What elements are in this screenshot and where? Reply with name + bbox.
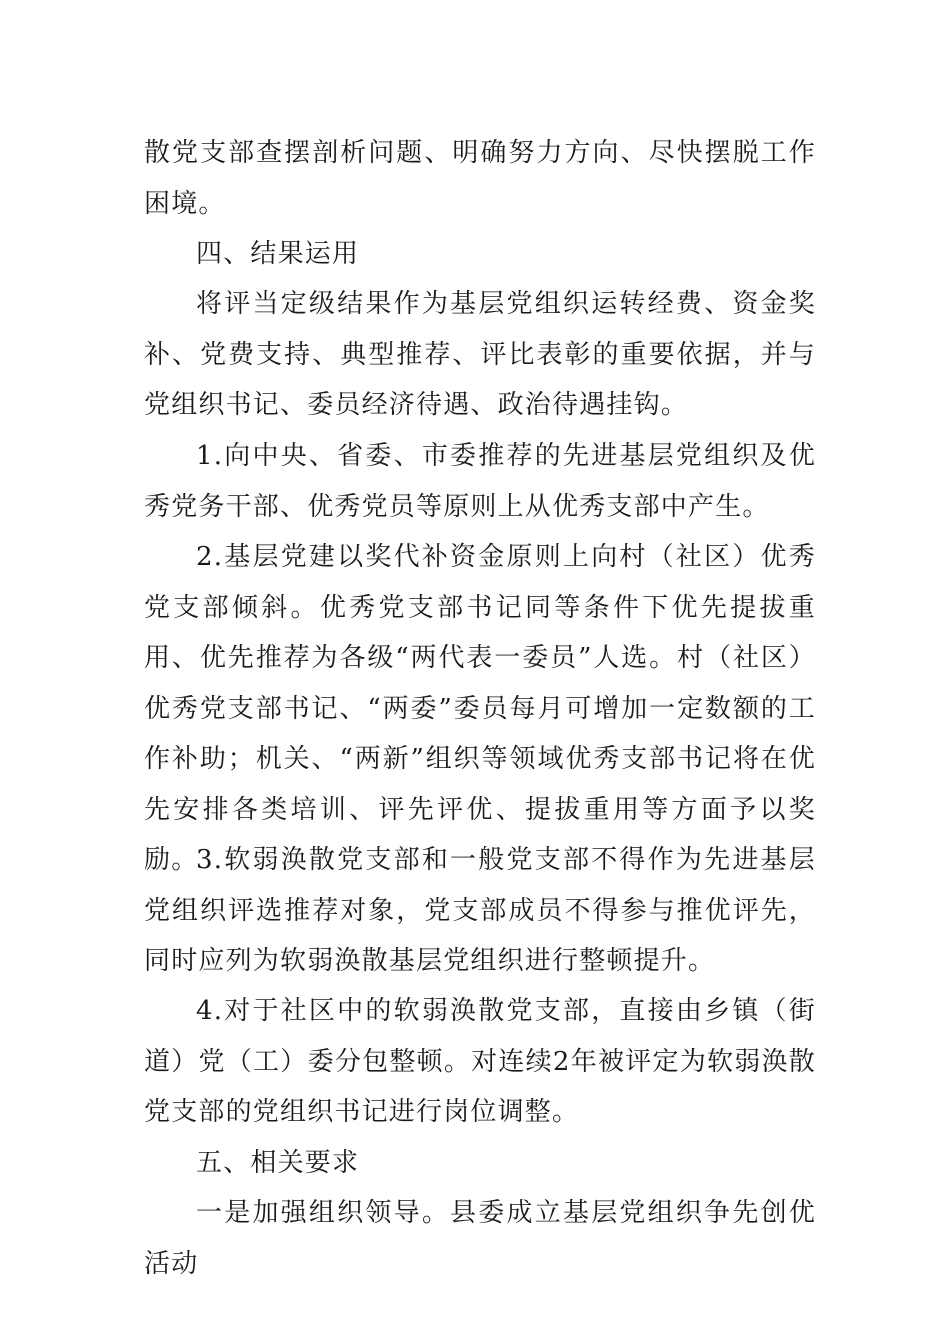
section-heading-5: 五、相关要求: [196, 1148, 360, 1178]
section-heading-4: 四、结果运用: [196, 239, 360, 269]
paragraph-result-use: 将评当定级结果作为基层党组织运转经费、资金奖补、党费支持、典型推荐、评比表彰的重要依据，并与党组织书记、委员经济待遇、政治待遇挂钩。: [144, 289, 816, 420]
paragraph-requirement-1: 一是加强组织领导。县委成立基层党组织争先创优活动: [144, 1198, 816, 1279]
paragraph-item-2: 2.基层党建以奖代补资金原则上向村（社区）优秀党支部倾斜。优秀党支部书记同等条件下优先提拔重用、优先推荐为各级“两代表一委员”人选。村（社区）优秀党支部书记、“两委”委员每月可增加一定数额的工作补助；机关、“两新”组织等领域优秀支部书记将在优先安排各类培训、评先评优、提拔重用等方面予以奖励。: [144, 542, 816, 875]
paragraph-item-4: 4.对于社区中的软弱涣散党支部，直接由乡镇（街道）党（工）委分包整顿。对连续2年被评定为软弱涣散党支部的党组织书记进行岗位调整。: [144, 996, 816, 1127]
paragraph-item-1: 1.向中央、省委、市委推荐的先进基层党组织及优秀党务干部、优秀党员等原则上从优秀支部中产生。: [144, 441, 816, 522]
paragraph-item-3: 3.软弱涣散党支部和一般党支部不得作为先进基层党组织评选推荐对象，党支部成员不得参与推优评先，同时应列为软弱涣散基层党组织进行整顿提升。: [144, 845, 816, 976]
paragraph-continuation: 散党支部查摆剖析问题、明确努力方向、尽快摆脱工作困境。: [144, 138, 816, 219]
